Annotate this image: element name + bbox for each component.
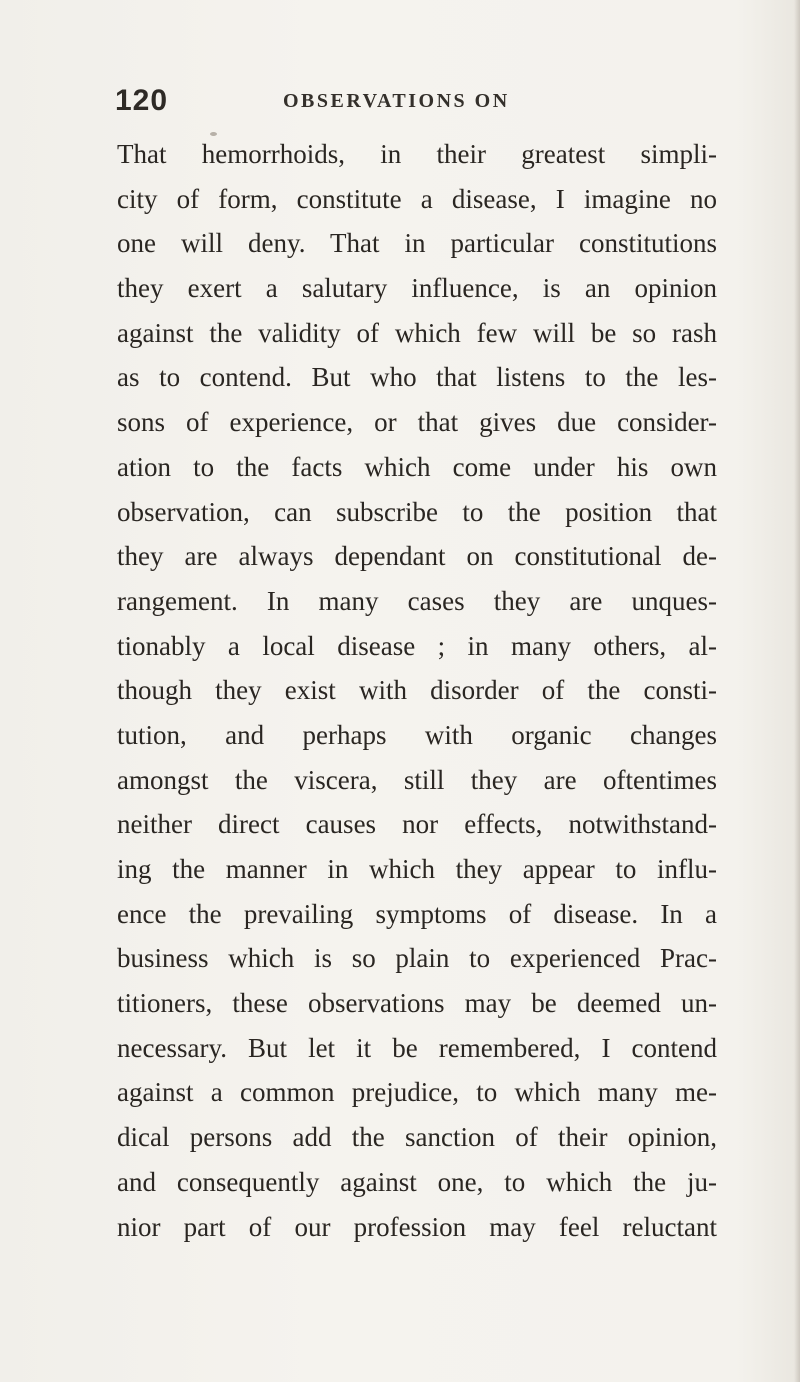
text-line: and consequently against one, to which the ju- bbox=[117, 1166, 717, 1197]
text-line: as to contend. But who that listens to the les- bbox=[117, 362, 717, 393]
running-head bbox=[115, 84, 725, 124]
text-line: nior part of our profession may feel reluctant bbox=[117, 1211, 717, 1242]
text-line: tionably a local disease ; in many others, al- bbox=[117, 630, 717, 661]
text-line: observation, can subscribe to the position that bbox=[117, 496, 717, 527]
text-line: one will deny. That in particular constitutions bbox=[117, 228, 717, 259]
text-line: ing the manner in which they appear to influ- bbox=[117, 854, 717, 884]
text-line: they exert a salutary influence, is an opinion bbox=[117, 273, 717, 304]
text-line: they are always dependant on constitutional de- bbox=[117, 541, 717, 572]
text-line: dical persons add the sanction of their opinion, bbox=[117, 1122, 717, 1153]
text-line: ation to the facts which come under his own bbox=[117, 451, 717, 482]
text-line: titioners, these observations may be deemed un- bbox=[117, 988, 717, 1019]
page-number: 120 bbox=[115, 84, 169, 117]
body-paragraph bbox=[117, 132, 717, 1249]
page-edge-shadow bbox=[794, 0, 800, 1382]
text-line: amongst the viscera, still they are oftentimes bbox=[117, 764, 717, 795]
text-line: tution, and perhaps with organic changes bbox=[117, 719, 717, 750]
text-line: business which is so plain to experienced Prac- bbox=[117, 943, 717, 974]
text-line: rangement. In many cases they are unques- bbox=[117, 585, 717, 616]
running-title: OBSERVATIONS ON bbox=[283, 90, 510, 112]
text-line: That hemorrhoids, in their greatest simpli- bbox=[117, 139, 717, 169]
text-line: neither direct causes nor effects, notwithstand- bbox=[117, 809, 717, 840]
text-line: sons of experience, or that gives due consider- bbox=[117, 407, 717, 438]
text-line: against the validity of which few will be so rash bbox=[117, 317, 717, 348]
text-line: ence the prevailing symptoms of disease. In a bbox=[117, 898, 717, 929]
text-line: against a common prejudice, to which many me- bbox=[117, 1077, 717, 1108]
text-line: necessary. But let it be remembered, I contend bbox=[117, 1032, 717, 1063]
text-line: city of form, constitute a disease, I imagine no bbox=[117, 183, 717, 214]
text-line: though they exist with disorder of the consti- bbox=[117, 675, 717, 706]
